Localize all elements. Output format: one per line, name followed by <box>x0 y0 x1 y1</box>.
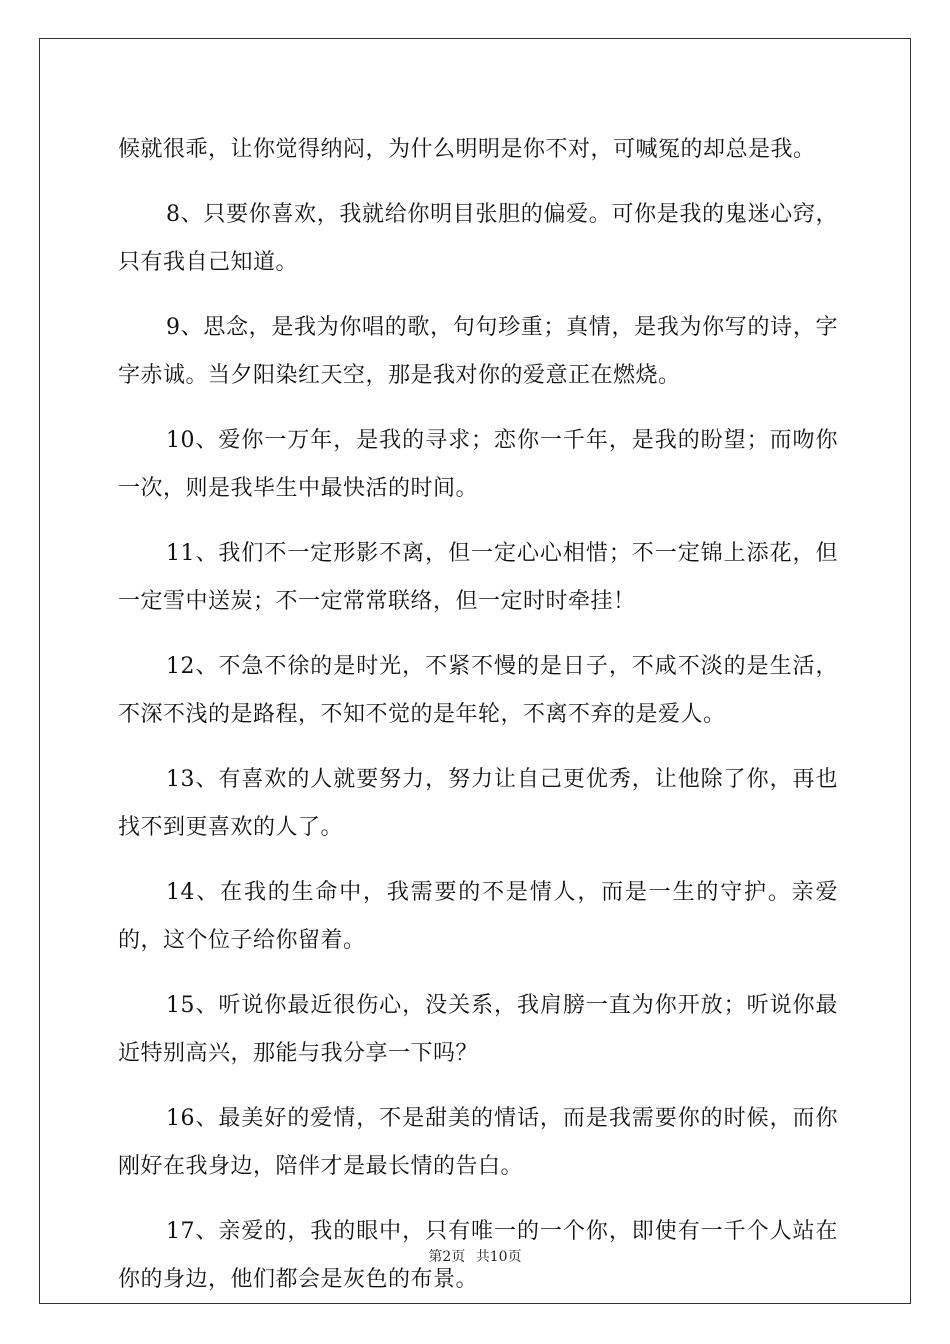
paragraph-item-16: 16、最美好的爱情，不是甜美的情话，而是我需要你的时候，而你刚好在我身边，陪伴才是最长情的告白。 <box>118 1106 838 1179</box>
paragraph-item-17: 17、亲爱的，我的眼中，只有唯一的一个你，即使有一千个人站在你的身边，他们都会是灰色的布景。 <box>118 1219 838 1292</box>
paragraph-item-8: 8、只要你喜欢，我就给你明目张胆的偏爱。可你是我的鬼迷心窍，只有我自己知道。 <box>118 202 838 275</box>
paragraph-item-12: 12、不急不徐的是时光，不紧不慢的是日子，不咸不淡的是生活，不深不浅的是路程，不知不觉的是年轮，不离不弃的是爱人。 <box>118 654 838 727</box>
paragraph-item-11: 11、我们不一定形影不离，但一定心心相惜；不一定锦上添花，但一定雪中送炭；不一定常常联络，但一定时时牵挂！ <box>118 541 838 614</box>
paragraph-item-13: 13、有喜欢的人就要努力，努力让自己更优秀，让他除了你，再也找不到更喜欢的人了。 <box>118 767 838 840</box>
page-footer <box>0 1246 950 1266</box>
paragraph-item-15: 15、听说你最近很伤心，没关系，我肩膀一直为你开放；听说你最近特别高兴，那能与我分享一下吗？ <box>118 993 838 1066</box>
paragraph-item-10: 10、爱你一万年，是我的寻求；恋你一千年，是我的盼望；而吻你一次，则是我毕生中最快活的时间。 <box>118 428 838 501</box>
paragraph-item-14: 14、在我的生命中，我需要的不是情人，而是一生的守护。亲爱的，这个位子给你留着。 <box>118 880 838 953</box>
page-number: 第2页 <box>428 1249 466 1265</box>
page-total: 共10页 <box>475 1249 522 1265</box>
paragraph-continued: 候就很乖，让你觉得纳闷，为什么明明是你不对，可喊冤的却总是我。 <box>118 137 816 162</box>
paragraph-item-9: 9、思念，是我为你唱的歌，句句珍重；真情，是我为你写的诗，字字赤诚。当夕阳染红天空，那是我对你的爱意正在燃烧。 <box>118 315 838 388</box>
document-body <box>118 126 838 1321</box>
